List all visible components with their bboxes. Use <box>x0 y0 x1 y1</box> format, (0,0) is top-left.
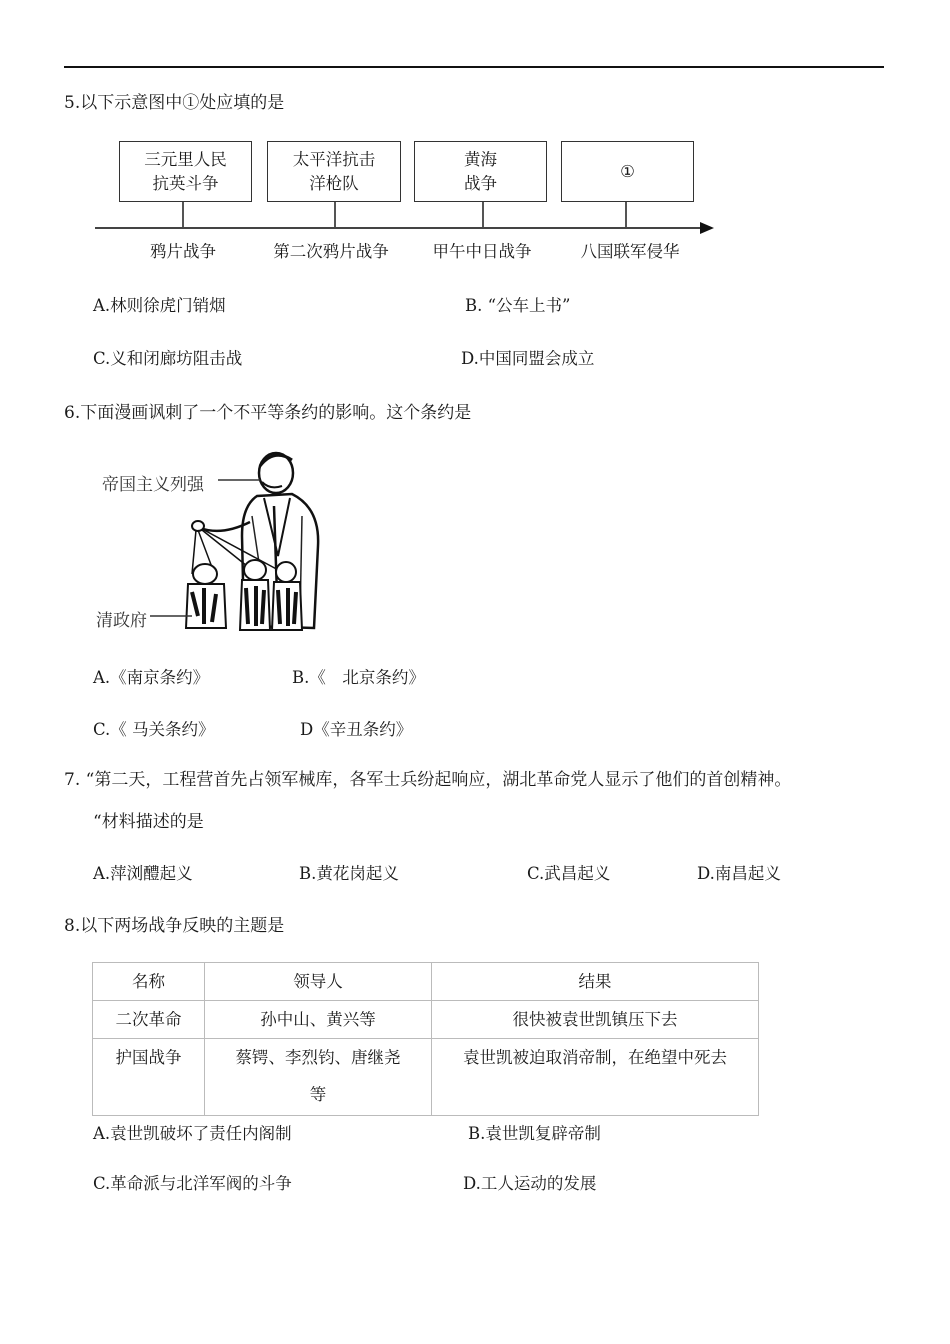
axis-label-3: 甲午中日战争 <box>432 242 532 261</box>
cartoon-label-imperialists: 帝国主义列强 <box>102 475 204 495</box>
timeline-box-1-line2: 抗英斗争 <box>152 173 219 193</box>
table-cell-leader-line2: 等 <box>309 1085 327 1104</box>
q8-stem: 8.以下两场战争反映的主题是 <box>64 916 285 936</box>
q7-option-a: A.萍浏醴起义 <box>93 864 193 883</box>
timeline-tick-2 <box>334 202 336 228</box>
table-header-name: 名称 <box>93 963 205 1001</box>
timeline-tick-1 <box>182 202 184 228</box>
axis-label-4: 八国联军侵华 <box>580 242 680 261</box>
q7-option-b: B.黄花岗起义 <box>299 864 399 883</box>
q5-option-c: C.义和闭廊坊阻击战 <box>93 349 243 368</box>
timeline-box-2-line1: 太平洋抗击 <box>292 149 376 169</box>
timeline-box-4 <box>561 141 694 202</box>
q6-option-a: A.《南京条约》 <box>93 668 210 687</box>
table-row <box>93 1039 759 1116</box>
timeline-box-1-line1: 三元里人民 <box>144 149 227 169</box>
q6-option-b: B.《 北京条约》 <box>292 668 425 687</box>
q8-option-c: C.革命派与北洋军阀的斗争 <box>93 1174 292 1193</box>
table-header-result: 结果 <box>432 963 759 1001</box>
table-cell-leader <box>205 1039 432 1116</box>
table-cell-name: 护国战争 <box>93 1039 205 1116</box>
table-header-leader: 领导人 <box>205 963 432 1001</box>
table-cell-leader-line1: 蔡锷、李烈钧、唐继尧 <box>235 1048 401 1067</box>
q8-option-a: A.袁世凯破坏了责任内阁制 <box>93 1124 292 1143</box>
q6-stem: 6.下面漫画讽刺了一个不平等条约的影响。这个条约是 <box>64 403 472 423</box>
timeline-arrow-icon <box>700 222 714 234</box>
timeline-box-3-line1: 黄海 <box>464 149 497 169</box>
q7-stem-line2: “材料描述的是 <box>93 812 204 832</box>
cartoon-label-qing: 清政府 <box>96 611 147 631</box>
q8-table <box>92 962 759 1116</box>
q8-option-d: D.工人运动的发展 <box>463 1174 597 1193</box>
timeline-box-1 <box>119 141 252 202</box>
timeline-tick-4 <box>625 202 627 228</box>
timeline-tick-3 <box>482 202 484 228</box>
table-cell-leader: 孙中山、黄兴等 <box>205 1001 432 1039</box>
q6-option-c: C.《 马关条约》 <box>93 720 215 739</box>
table-cell-result: 很快被袁世凯镇压下去 <box>432 1001 759 1039</box>
q7-option-d: D.南昌起义 <box>697 864 781 883</box>
q5-option-a: A.林则徐虎门销烟 <box>93 296 226 315</box>
page-top-rule <box>64 66 884 68</box>
q5-option-b: B. “公车上书” <box>465 296 571 315</box>
q8-option-b: B.袁世凯复辟帝制 <box>468 1124 601 1143</box>
q5-option-d: D.中国同盟会成立 <box>461 349 595 368</box>
axis-label-2: 第二次鸦片战争 <box>273 242 389 261</box>
q6-option-d: D《辛丑条约》 <box>300 720 413 739</box>
q7-option-c: C.武昌起义 <box>527 864 611 883</box>
timeline-box-2 <box>267 141 401 202</box>
timeline-box-2-line2: 洋枪队 <box>309 173 359 193</box>
axis-label-1: 鸦片战争 <box>150 242 216 261</box>
table-cell-result: 袁世凯被迫取消帝制，在绝望中死去 <box>432 1039 759 1116</box>
table-header-row <box>93 963 759 1001</box>
timeline-box-3-line2: 战争 <box>464 173 497 193</box>
timeline-box-4-line1: ① <box>620 161 635 181</box>
table-row <box>93 1001 759 1039</box>
q7-stem-line1: 7. “第二天，工程营首先占领军械库，各军士兵纷起响应，湖北革命党人显示了他们的首创精神。 <box>64 770 792 790</box>
timeline-axis <box>95 227 701 229</box>
timeline-box-3 <box>414 141 547 202</box>
table-cell-name: 二次革命 <box>93 1001 205 1039</box>
q5-stem: 5.以下示意图中①处应填的是 <box>64 93 285 113</box>
